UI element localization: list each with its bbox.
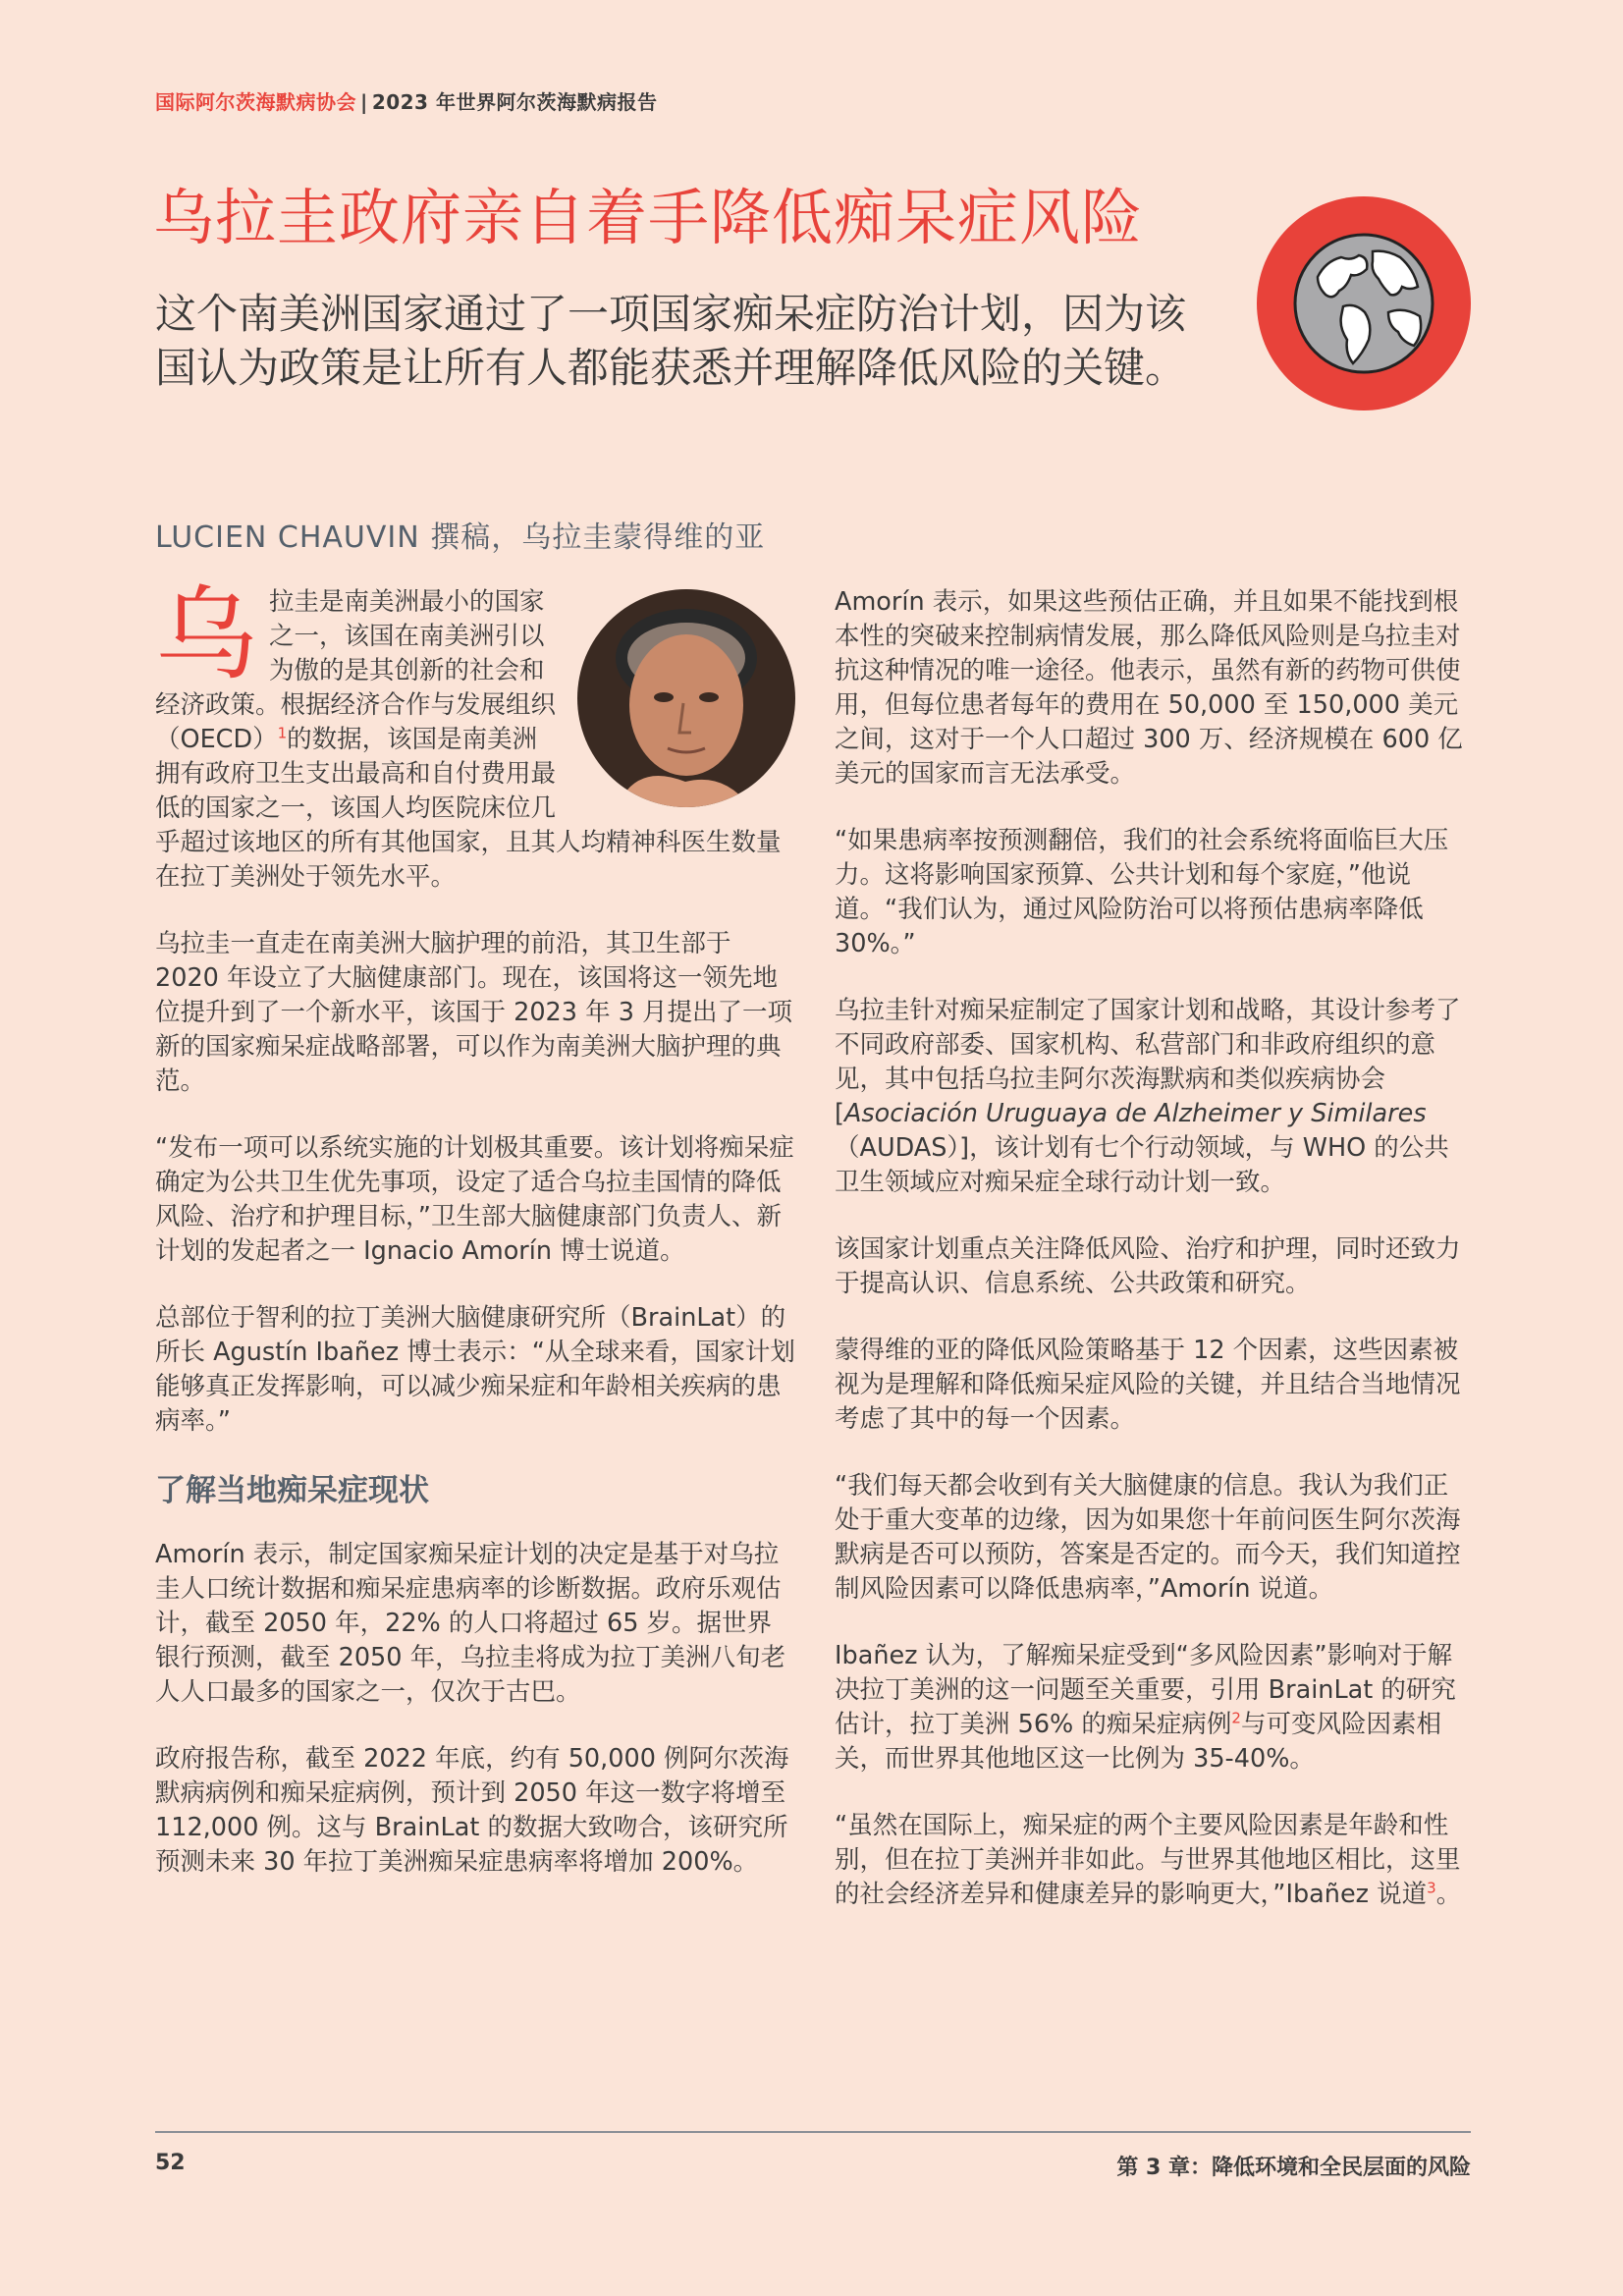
paragraph: “我们每天都会收到有关大脑健康的信息。我认为我们正处于重大变革的边缘，因为如果您十年前问医生阿尔茨海默病是否可以预防，答案是否定的。而今天，我们知道控制风险因素可以降低患病率，”Amorín 说道。 [835, 1471, 1461, 1604]
footnote-ref-2[interactable]: 2 [1231, 1709, 1241, 1727]
paragraph: 蒙得维的亚的降低风险策略基于 12 个因素，这些因素被视为是理解和降低痴呆症风险的关键，并且结合当地情况考虑了其中的每一个因素。 [835, 1336, 1461, 1434]
footer-divider [155, 2131, 1471, 2133]
paragraph: 该国家计划重点关注降低风险、治疗和护理，同时还致力于提高认识、信息系统、公共政策和研究。 [835, 1234, 1461, 1298]
paragraph: 乌拉圭一直走在南美洲大脑护理的前沿，其卫生部于 2020 年设立了大脑健康部门。现在，该国将这一领先地位提升到了一个新水平，该国于 2023 年 3 月提出了一项新的国家痴呆症战略部署，可以作为南美洲大脑护理的典范。 [155, 929, 793, 1096]
paragraph [835, 1639, 1473, 1777]
header-org: 国际阿尔茨海默病协会 [155, 90, 356, 114]
text-segment: Ibañez 认为，了解痴呆症受到“多风险因素”影响对于解决拉丁美洲的这一问题至关重要，引用 BrainLat 的研究估计，拉丁美洲 56% 的痴呆症病例 [835, 1641, 1456, 1739]
header-report: 2023 年世界阿尔茨海默病报告 [371, 90, 658, 114]
paragraph: “如果患病率按预测翻倍，我们的社会系统将面临巨大压力。这将影响国家预算、公共计划和每个家庭，”他说道。“我们认为，通过风险防治可以将预估患病率降低 30%。” [835, 826, 1449, 958]
byline: LUCIEN CHAUVIN 撰稿，乌拉圭蒙得维的亚 [155, 520, 766, 555]
drop-cap: 乌 [155, 574, 258, 694]
paragraph: Amorín 表示，制定国家痴呆症计划的决定是基于对乌拉圭人口统计数据和痴呆症患病率的诊断数据。政府乐观估计，截至 2050 年，22% 的人口将超过 65 岁。据世界银行预测，截至 2050 年，乌拉圭将成为拉丁美洲八旬老人人口最多的国家之一，仅次于古巴。 [155, 1540, 786, 1707]
intro-text: 拉圭是南美洲最小的国家之一，该国在南美洲引以为傲的是其创新的社会和经济政策。根据经济合作与发展组织（OECD） [155, 587, 557, 754]
paragraph [835, 1809, 1473, 1912]
chapter-title: 第 3 章：降低环境和全民层面的风险 [1116, 2156, 1471, 2180]
intro-text-2: 的数据，该国是南美洲拥有政府卫生支出最高和自付费用最低的国家之一，该国人均医院床位几乎超过该地区的所有其他国家，且其人均精神科医生数量在拉丁美洲处于领先水平。 [155, 725, 782, 892]
globe-icon [1257, 196, 1471, 410]
header-separator: | [360, 90, 368, 114]
article-title: 乌拉圭政府亲自着手降低痴呆症风险 [153, 182, 1144, 253]
paragraph: “发布一项可以系统实施的计划极其重要。该计划将痴呆症确定为公共卫生优先事项，设定了适合乌拉圭国情的降低风险、治疗和护理目标，”卫生部大脑健康部门负责人、新计划的发起者之一 Ignacio Amorín 博士说道。 [155, 1133, 794, 1266]
text-segment: 乌拉圭针对痴呆症制定了国家计划和战略，其设计参考了不同政府部委、国家机构、私营部门和非政府组织的意见，其中包括乌拉圭阿尔茨海默病和类似疾病协会[ [835, 996, 1461, 1128]
article-subtitle: 这个南美洲国家通过了一项国家痴呆症防治计划，因为该国认为政策是让所有人都能获悉并理解降低风险的关键。 [155, 290, 1187, 392]
paragraph [835, 994, 1473, 1200]
text-segment: 。 [1435, 1880, 1462, 1909]
running-header [155, 86, 657, 115]
paragraph: 总部位于智利的拉丁美洲大脑健康研究所（BrainLat）的所长 Agustín Ibañez 博士表示：“从全球来看，国家计划能够真正发挥影响，可以减少痴呆症和年龄相关疾病的患病率。” [155, 1303, 795, 1436]
section-heading: 了解当地痴呆症现状 [155, 1473, 429, 1508]
text-segment: 与可变风险因素相关，而世界其他地区这一比例为 35-40%。 [835, 1710, 1441, 1774]
page-number: 52 [155, 2151, 186, 2175]
footnote-ref-3[interactable]: 3 [1427, 1879, 1436, 1897]
left-column [155, 574, 795, 1912]
paragraph: 政府报告称，截至 2022 年底，约有 50,000 例阿尔茨海默病病例和痴呆症病例，预计到 2050 年这一数字将增至 112,000 例。这与 BrainLat 的数据大致吻合，该研究所预测未来 30 年拉丁美洲痴呆症患病率将增加 200%。 [155, 1744, 789, 1877]
text-segment: （AUDAS）]，该计划有七个行动领域，与 WHO 的公共卫生领域应对痴呆症全球行动计划一致。 [835, 1133, 1449, 1197]
footnote-ref-1[interactable]: 1 [277, 724, 288, 742]
paragraph: Amorín 表示，如果这些预估正确，并且如果不能找到根本性的突破来控制病情发展，那么降低风险则是乌拉圭对抗这种情况的唯一途径。他表示，虽然有新的药物可供使用，但每位患者每年的费用在 50,000 至 150,000 美元之间，这对于一个人口超过 300 万、经济规模在 600 亿美元的国家而言无法承受。 [835, 587, 1463, 789]
portrait-photo [577, 589, 795, 807]
right-column [835, 585, 1473, 1944]
text-segment: “虽然在国际上，痴呆症的两个主要风险因素是年龄和性别，但在拉丁美洲并非如此。与世界其他地区相比，这里的社会经济差异和健康差异的影响更大，”Ibañez 说道 [835, 1811, 1461, 1909]
italic-org-name: Asociación Uruguaya de Alzheimer y Similares [843, 1099, 1427, 1128]
